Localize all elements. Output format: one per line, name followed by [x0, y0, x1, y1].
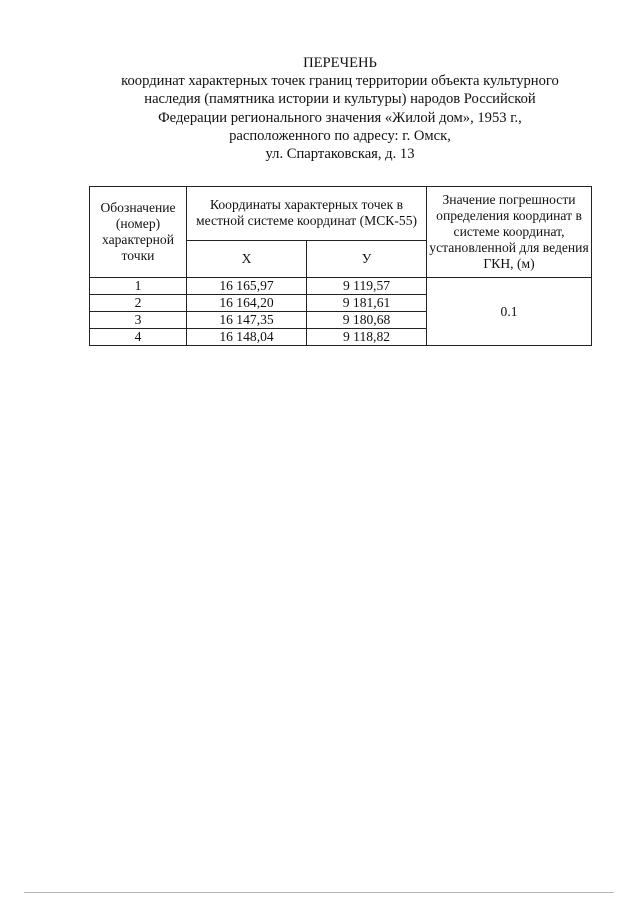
- document-heading: [80, 54, 600, 163]
- point-number-cell: 3: [90, 312, 187, 329]
- coordinates-table: [89, 186, 592, 346]
- x-coordinate-cell: 16 165,97: [187, 278, 307, 295]
- column-header-error: Значение погрешности определения координат в системе координат, установленной для ведения ГКН, (м): [427, 187, 592, 278]
- page-bottom-divider: [24, 892, 614, 893]
- column-header-y: У: [307, 240, 427, 277]
- heading-line: наследия (памятника истории и культуры) народов Российской: [144, 91, 536, 108]
- heading-line: координат характерных точек границ территории объекта культурного: [121, 73, 559, 90]
- table-row: [90, 278, 592, 295]
- column-header-number: Обозначение (номер) характерной точки: [90, 187, 187, 278]
- x-coordinate-cell: 16 147,35: [187, 312, 307, 329]
- column-header-coordinates: Координаты характерных точек в местной системе координат (МСК-55): [187, 187, 427, 241]
- y-coordinate-cell: 9 118,82: [307, 329, 427, 346]
- heading-line: ул. Спартаковская, д. 13: [265, 146, 415, 163]
- point-number-cell: 1: [90, 278, 187, 295]
- x-coordinate-cell: 16 164,20: [187, 295, 307, 312]
- point-number-cell: 2: [90, 295, 187, 312]
- heading-line: Федерации регионального значения «Жилой дом», 1953 г.,: [158, 109, 522, 126]
- y-coordinate-cell: 9 181,61: [307, 295, 427, 312]
- heading-title: ПЕРЕЧЕНЬ: [303, 55, 377, 71]
- point-number-cell: 4: [90, 329, 187, 346]
- table-header-row: [90, 187, 592, 241]
- y-coordinate-cell: 9 119,57: [307, 278, 427, 295]
- x-coordinate-cell: 16 148,04: [187, 329, 307, 346]
- y-coordinate-cell: 9 180,68: [307, 312, 427, 329]
- heading-line: расположенного по адресу: г. Омск,: [229, 127, 451, 144]
- error-value-cell: 0.1: [427, 278, 592, 346]
- column-header-x: Х: [187, 240, 307, 277]
